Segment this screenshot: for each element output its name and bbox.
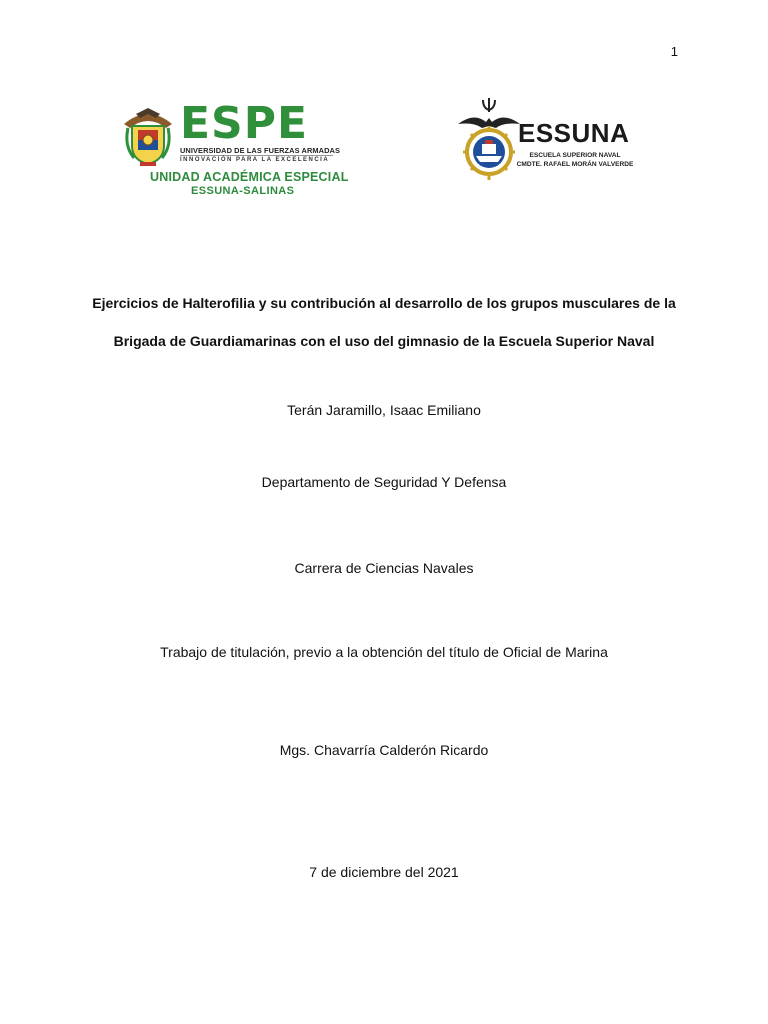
thesis-title-line-2: Brigada de Guardiamarinas con el uso del gimnasio de la Escuela Superior Naval — [113, 333, 655, 349]
author-name: Terán Jaramillo, Isaac Emiliano — [287, 402, 481, 418]
essuna-namesake: CMDTE. RAFAEL MORÁN VALVERDE — [516, 161, 634, 168]
page-number: 1 — [670, 44, 678, 59]
essuna-school-name: ESCUELA SUPERIOR NAVAL — [529, 152, 621, 159]
espe-campus-name: ESSUNA-SALINAS — [191, 185, 295, 197]
espe-unit-name: UNIDAD ACADÉMICA ESPECIAL — [150, 170, 349, 184]
espe-wordmark: ESPE — [180, 98, 309, 149]
advisor-name: Mgs. Chavarría Calderón Ricardo — [279, 742, 489, 758]
degree-statement: Trabajo de titulación, previo a la obtención del título de Oficial de Marina — [160, 644, 608, 660]
submission-date: 7 de diciembre del 2021 — [309, 864, 459, 880]
espe-motto: INNOVACIÓN PARA LA EXCELENCIA — [180, 157, 330, 163]
espe-divider — [180, 155, 333, 156]
essuna-emblem-icon — [456, 96, 522, 186]
espe-logo — [120, 98, 349, 200]
espe-university-name: UNIVERSIDAD DE LAS FUERZAS ARMADAS — [180, 146, 340, 155]
espe-crest-icon — [120, 106, 176, 168]
career-name: Carrera de Ciencias Navales — [294, 560, 474, 576]
thesis-title-line-1: Ejercicios de Halterofilia y su contribución al desarrollo de los grupos musculares de la — [92, 295, 676, 311]
essuna-logo — [456, 96, 646, 186]
department-name: Departamento de Seguridad Y Defensa — [261, 474, 507, 490]
essuna-wordmark: ESSUNA — [518, 118, 630, 148]
thesis-title — [60, 284, 708, 360]
